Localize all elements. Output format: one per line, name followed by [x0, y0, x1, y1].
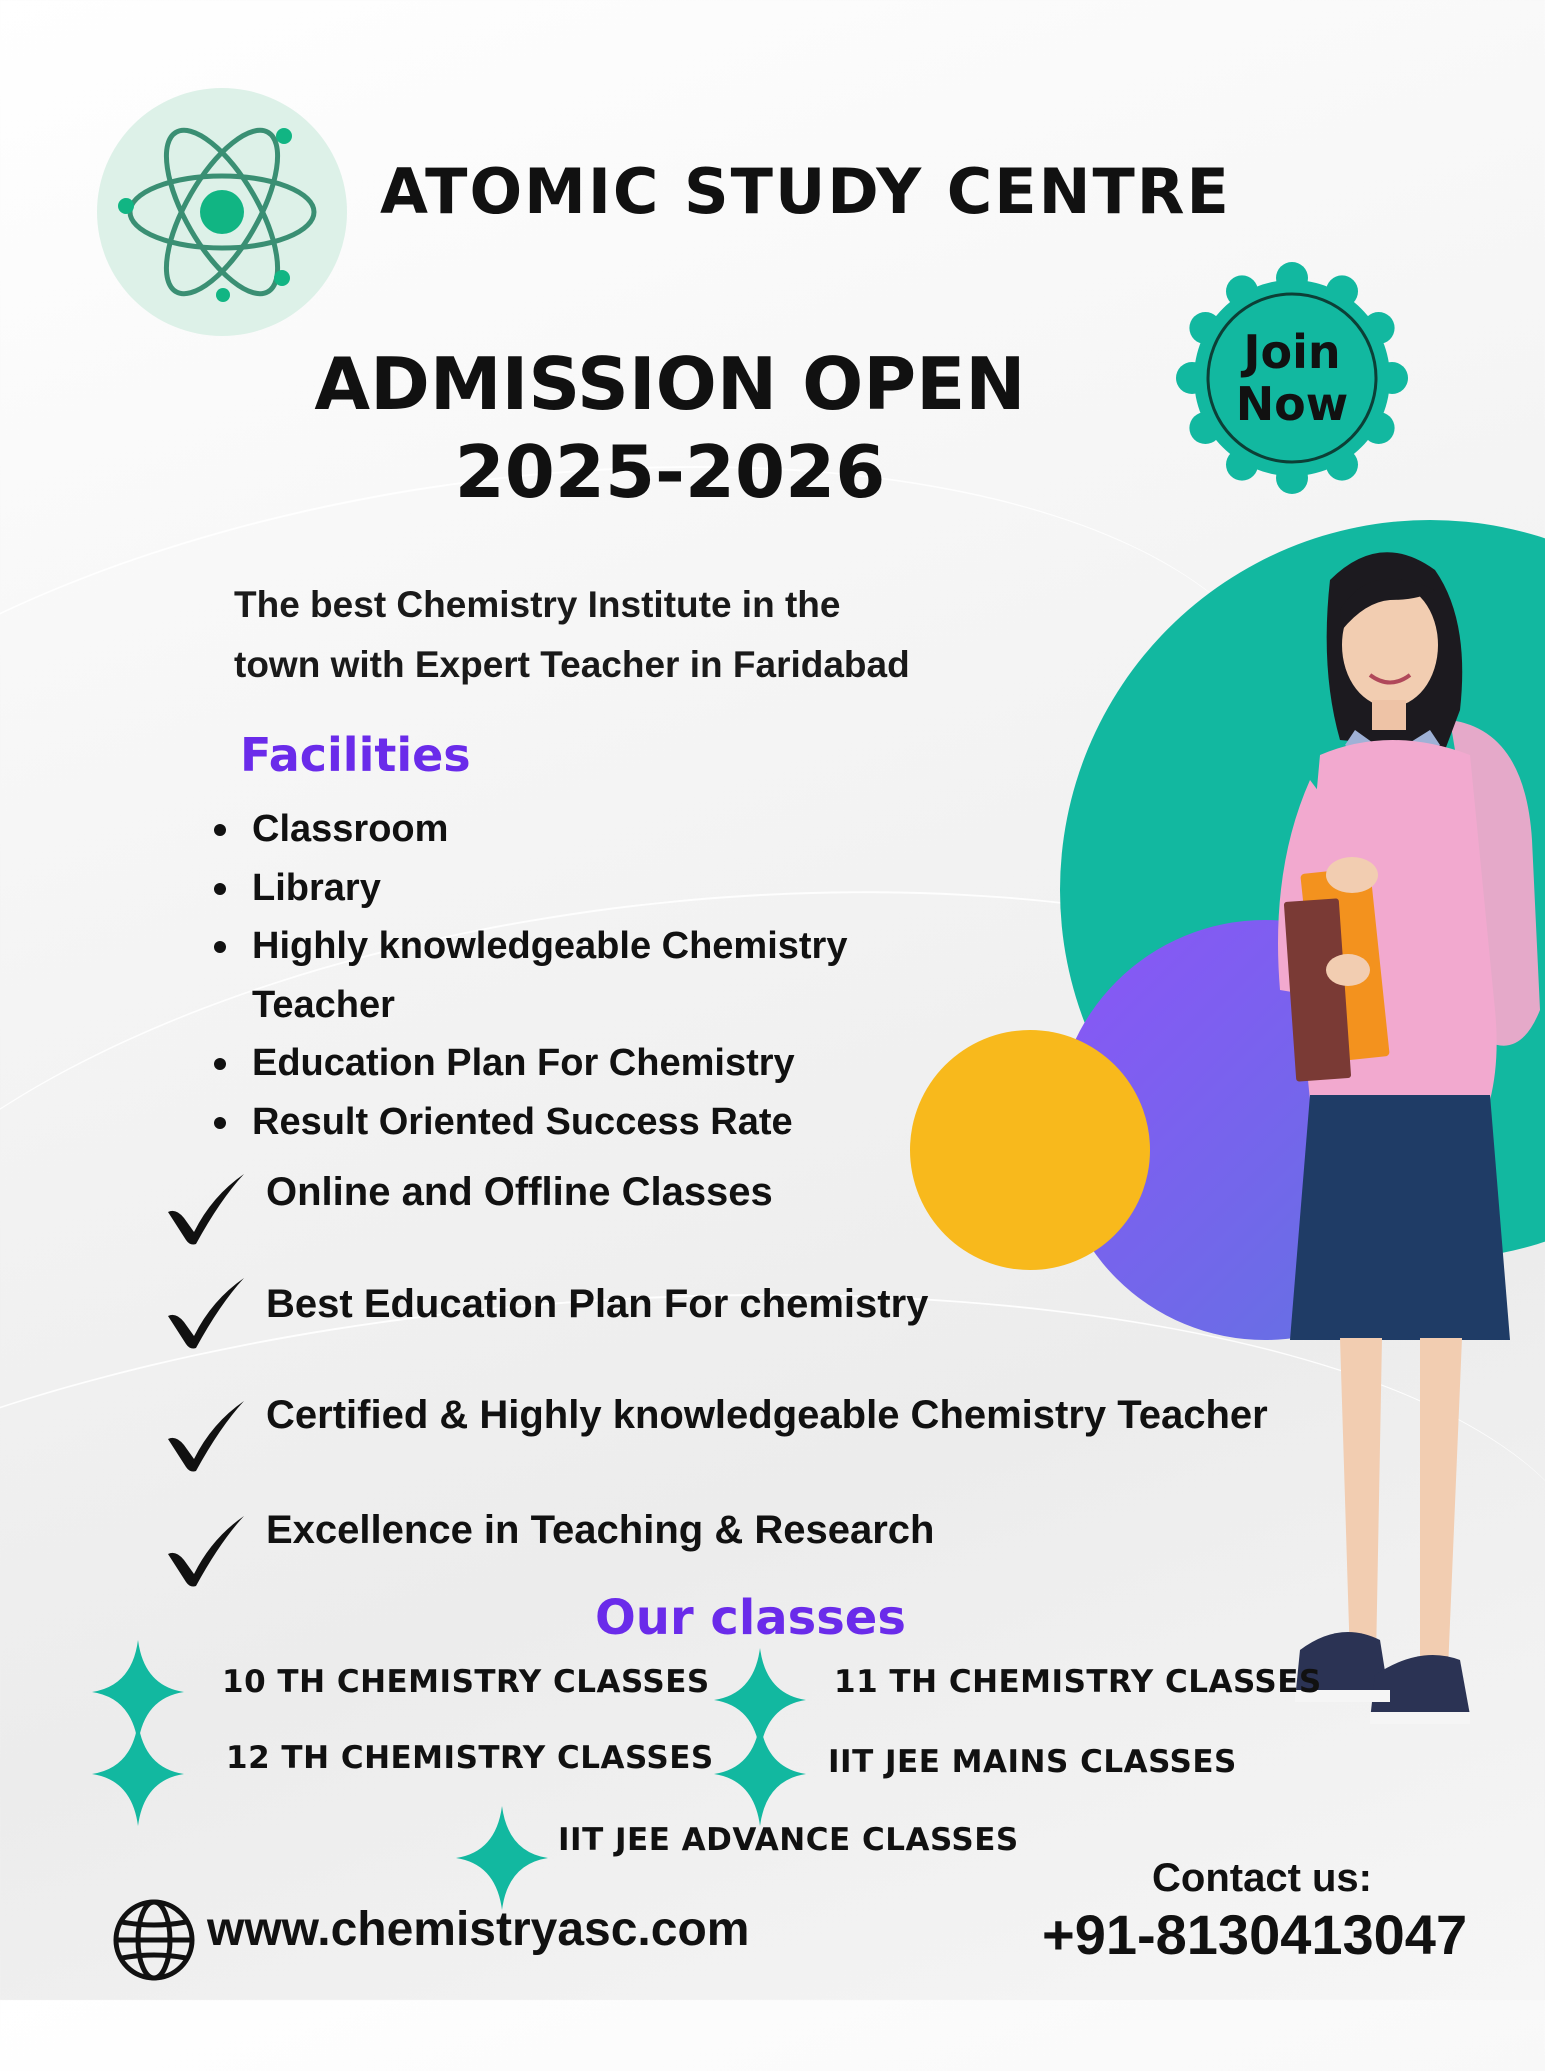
admission-headline — [280, 340, 1060, 516]
facilities-list — [210, 800, 930, 1151]
sparkle-icon — [714, 1722, 806, 1826]
checkmark-icon — [160, 1270, 250, 1350]
class-label: IIT JEE ADVANCE CLASSES — [558, 1822, 1019, 1858]
brand-name: ATOMIC STUDY CENTRE — [380, 155, 1231, 228]
join-now-label — [1172, 326, 1412, 430]
atom-icon — [97, 88, 347, 336]
contact-label: Contact us: — [1152, 1856, 1372, 1900]
phone-number[interactable]: +91-8130413047 — [1042, 1903, 1468, 1966]
sparkle-icon — [92, 1722, 184, 1826]
class-label: 11 TH CHEMISTRY CLASSES — [834, 1664, 1322, 1700]
highlight-item — [160, 1166, 1360, 1246]
checkmark-icon — [160, 1393, 250, 1473]
highlight-item — [160, 1393, 1360, 1473]
logo — [97, 88, 347, 336]
class-label: IIT JEE MAINS CLASSES — [828, 1744, 1237, 1780]
join-now-badge[interactable] — [1172, 258, 1412, 498]
highlight-label: Online and Offline Classes — [266, 1170, 773, 1214]
website-link[interactable]: www.chemistryasc.com — [207, 1903, 750, 1956]
highlight-item — [160, 1508, 1360, 1588]
sparkle-icon — [456, 1806, 548, 1910]
facilities-title: Facilities — [240, 728, 471, 782]
headline-line1: ADMISSION OPEN — [314, 342, 1026, 426]
globe-icon — [112, 1898, 196, 1982]
facility-item: Library — [210, 859, 930, 918]
highlight-label: Best Education Plan For chemistry — [266, 1282, 929, 1326]
highlight-label: Certified & Highly knowledgeable Chemistry Teacher — [266, 1393, 1268, 1437]
checkmark-icon — [160, 1508, 250, 1588]
highlight-label: Excellence in Teaching & Research — [266, 1508, 935, 1552]
join-now-line1: Join — [1243, 325, 1341, 379]
facility-item: Result Oriented Success Rate — [210, 1093, 930, 1152]
headline-line2: 2025-2026 — [454, 430, 886, 514]
tagline — [234, 575, 994, 695]
facility-item: Education Plan For Chemistry — [210, 1034, 930, 1093]
highlight-item — [160, 1270, 1360, 1350]
class-label: 10 TH CHEMISTRY CLASSES — [222, 1664, 710, 1700]
facility-item: Classroom — [210, 800, 930, 859]
tagline-line1: The best Chemistry Institute in the — [234, 584, 841, 625]
class-label: 12 TH CHEMISTRY CLASSES — [226, 1740, 714, 1776]
tagline-line2: town with Expert Teacher in Faridabad — [234, 644, 910, 685]
join-now-line2: Now — [1235, 377, 1349, 431]
classes-title: Our classes — [595, 1590, 906, 1646]
checkmark-icon — [160, 1166, 250, 1246]
facility-item: Highly knowledgeable Chemistry Teacher — [210, 917, 932, 1034]
